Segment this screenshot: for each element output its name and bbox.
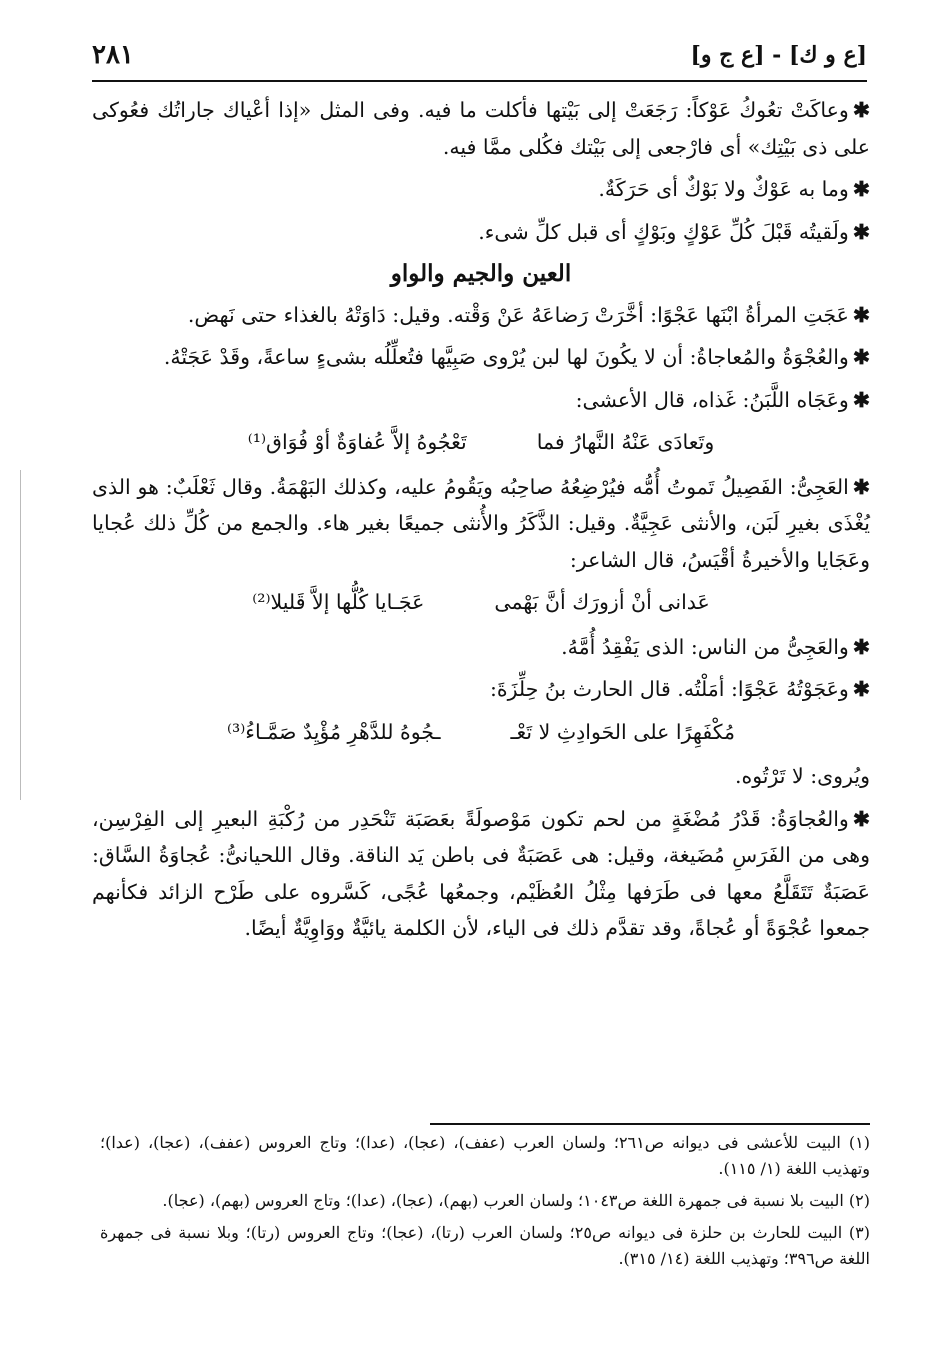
verse-3-second-hemistich: ـجُوهُ للدَّهْرِ مُؤْيِدٌ صَمَّـاءُ⁽³⁾ [227, 719, 441, 744]
star-icon: ✱ [852, 98, 870, 122]
footnote-2: (٢) البيت بلا نسبة فى جمهرة اللغة ص١٠٤٣؛ ولسان العرب (بهم)، (عجا)، (عدا)؛ وتاج العروس (بهم)، (عجا). [162, 1191, 870, 1210]
verse-3-first-hemistich: مُكْفَهِرًا على الحَوادِثِ لا تَعْـ [510, 719, 736, 744]
footnote-3: (٣) البيت للحارث بن حلزة فى ديوانه ص٢٥؛ ولسان العرب (رتا)، (عجا)؛ وتاج العروس (رتا)؛ وبلا نسبة فى جمهرة اللغة ص٣٩٦؛ وتهذيب اللغة (١٤/ ٣١٥). [100, 1223, 871, 1268]
verse-2-first-hemistich: عَدانى أنْ أزورَك أنَّ بَهْمى [494, 590, 710, 614]
main-text [92, 92, 870, 953]
verse-1-second-hemistich: تَعْجُوهُ إلاَّ عُفاوَةٌ أوْ فُوَاق⁽¹⁾ [247, 430, 467, 454]
star-icon: ✱ [852, 302, 870, 327]
footnote-separator [430, 1123, 870, 1125]
entry-ujwa: ✱والعُجْوَةُ والمُعاجاةُ: أن لا يكُونَ لها لبن يُرْوى صَبِيَّها فتُعلِّلُه بشىءٍ ساعةً، وقَدْ عَجَتْهُ. [163, 345, 870, 369]
entry-ajawtuhu: ✱وعَجَوْتُهُ عَجْوًا: أمَلْتُه. قال الحارث بنُ حِلِّزَةَ: [489, 677, 870, 701]
star-icon: ✱ [852, 219, 870, 244]
entry-ajat: ✱عَجَتِ المرأةُ ابْنَها عَجْوًا: أخَّرَتْ رَضاعَهُ عَنْ وَقْته. وقيل: دَاوَتْهُ بالغذاء حتى نَهض. [187, 302, 870, 327]
entry-ajiy: ✱العَجِىُّ: الفَصِيلُ تَموتُ أُمُّه فيُرْضِعُهُ صاحِبُه ويَقُومُ عليه، وكذلك البَهْمَةُ. وقال ثَعْلَبٌ: هو الذى يُغْذَى بغيرِ لَبَن، والأنثى عَجِيَّةٌ. وقيل: الذَّكَرُ والأُنثى جميعًا بغير هاء. والجمع من كُلِّ ذلك عُجايا وعَجَايا والأخيرةُ أقْيَسُ، قال الشاعر: [92, 474, 870, 572]
entry-ajiy-nas: ✱والعَجِىُّ من الناس: الذى يَفْقِدُ أُمَّهُ. [561, 634, 870, 659]
page-header [92, 40, 867, 82]
verse-2-second-hemistich: عَجَـايا كُلُّها إلاَّ قَليلا⁽²⁾ [252, 590, 425, 614]
section-title: العين والجيم والواو [390, 260, 572, 287]
page-number: ٢٨١ [92, 40, 134, 70]
entry-ujawa: ✱والعُجاوَةُ: قَدْرُ مُضْغَةٍ من لحم تكون مَوْصولَةً بعَصَبَة تَنْحَدِر من رُكْبَةِ البعيرِ إلى الفِرْسِن، وهى من الفَرَسِ مُضَيغة، وقيل: هى عَصَبَةٌ فى باطن يَد الناقة. وقال اللحيانىُّ: عُجاوَةُ السَّاق: عَصَبَةٌ تَتَقَلَّعُ معها فى طَرَفها مِثْلُ العُظَيْم، وجمعُها عُجًى، كَسَّروه على طَرْح الزائد فكأنهم جمعوا عُجْوَةً أو عُجاةً، وقد تقدَّم ذلك فى الياء، لأن الكلمة يائيَّةٌ ووَاوِيَّةٌ أيضًا. [92, 806, 870, 940]
entry-yurwa: ويُروى: لا تَرْتُوه. [734, 764, 870, 788]
verse-3 [92, 714, 870, 751]
verse-2 [92, 584, 870, 621]
entry-awk: ✱وعاكَتْ تعُوكُ عَوْكاً: رَجَعَتْ إلى بَيْتها فأكلت ما فيه. وفى المثل «إذا أعْياك جاراتُك فعُوكى على ذى بَيْتِك» أى فارْجعى إلى بَيْتك فكُلى ممَّا فيه. [92, 98, 870, 159]
star-icon: ✱ [852, 806, 870, 831]
footnotes [100, 1130, 870, 1278]
entry-ajah-allaban: ✱وعَجَاه اللَّبَنُ: غَذاه، قال الأعشى: [575, 387, 870, 412]
footnote-1: (١) البيت للأعشى فى ديوانه ص٢٦١؛ ولسان العرب (عفف)، (عجا)، (عدا)؛ وتاج العروس (عفف)، (عجا)، (عدا)؛ وتهذيب اللغة (١/ ١١٥). [100, 1133, 870, 1178]
star-icon: ✱ [852, 474, 870, 499]
scan-margin-line [20, 470, 21, 800]
verse-1 [92, 424, 870, 461]
verse-1-first-hemistich: وتَعادَى عَنْهُ النَّهارُ فما [536, 430, 715, 454]
star-icon: ✱ [852, 345, 870, 369]
star-icon: ✱ [852, 177, 870, 201]
star-icon: ✱ [852, 387, 870, 412]
star-icon: ✱ [852, 677, 870, 701]
entry-laqituhu: ✱ولَقيتُه قَبْلَ كُلِّ عَوْكٍ وبَوْكٍ أى قبل كلِّ شىء. [478, 219, 870, 244]
entry-awk-bawk: ✱وما به عَوْكٌ ولا بَوْكٌ أى حَرَكَةٌ. [598, 177, 870, 201]
running-title: [ع و ك] - [ع ج و] [690, 42, 867, 68]
star-icon: ✱ [852, 634, 870, 659]
